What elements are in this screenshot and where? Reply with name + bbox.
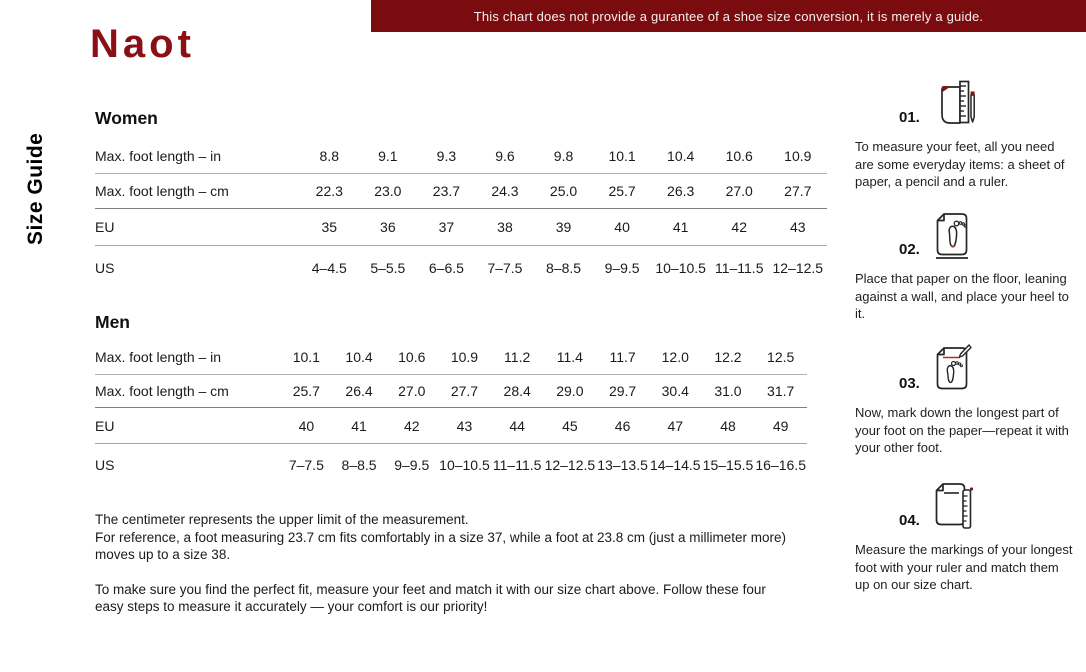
size-value-cell: 25.7: [292, 383, 320, 399]
row-label: Max. foot length – in: [95, 349, 222, 365]
size-value-cell: 9.6: [495, 147, 515, 164]
size-value-cell: 10.9: [784, 147, 812, 164]
size-value-cell: 15–15.5: [702, 457, 754, 473]
size-value-cell: 29.7: [608, 383, 637, 399]
size-value-cell: 7–7.5: [288, 457, 324, 473]
step-2-text: Place that paper on the floor, leaning against a wall, and place your heel to it.: [855, 271, 1069, 321]
size-value-cell: 30.4: [661, 383, 689, 399]
size-value-cell: 11–11.5: [492, 457, 542, 473]
size-value-cell: 8–8.5: [341, 457, 377, 473]
row-label: Max. foot length – in: [95, 147, 222, 164]
step-1-text: To measure your feet, all you need are some everyday items: a sheet of paper, a pencil and a ruler.: [855, 139, 1065, 189]
size-value-cell: 10.1: [292, 349, 320, 365]
size-value-cell: 8–8.5: [546, 260, 582, 276]
row-values: [300, 260, 827, 276]
note-fit-instructions: To make sure you find the perfect fit, measure your feet and match it with our size chart above. Follow these four easy steps to measure it accurately — your comfort is our priority!: [95, 581, 766, 614]
table-row-men-inches: [95, 340, 807, 375]
disclaimer-text: This chart does not provide a gurantee of a shoe size conversion, it is merely a guide.: [473, 8, 984, 24]
size-value-cell: 45: [562, 417, 578, 434]
size-value-cell: 11.2: [504, 349, 531, 365]
size-value-cell: 43: [456, 417, 473, 434]
step-2: [855, 207, 1079, 323]
disclaimer-banner: [371, 0, 1086, 32]
paper-footprint-pencil-icon: [927, 341, 981, 395]
size-value-cell: 48: [720, 417, 736, 434]
size-value-cell: 9–9.5: [394, 457, 430, 473]
size-value-cell: 16–16.5: [755, 457, 806, 473]
table-row-men-eu: [95, 408, 807, 444]
size-value-cell: 22.3: [315, 183, 343, 199]
size-value-cell: 10–10.5: [655, 260, 706, 276]
row-label: Max. foot length – cm: [95, 383, 229, 399]
step-1-number: 01.: [899, 109, 920, 126]
size-value-cell: 12–12.5: [544, 457, 596, 473]
size-value-cell: 23.0: [374, 183, 402, 199]
size-value-cell: 10–10.5: [439, 457, 490, 473]
size-value-cell: 5–5.5: [370, 260, 406, 276]
size-value-cell: 42: [731, 219, 747, 235]
note-line-1: The centimeter represents the upper limit of the measurement.: [95, 512, 469, 527]
page-title: Size Guide: [24, 132, 47, 245]
step-3-number: 03.: [899, 375, 920, 392]
size-value-cell: 35: [321, 219, 338, 235]
table-row-men-us: [95, 444, 807, 486]
table-row-women-us: [95, 246, 827, 290]
size-value-cell: 10.6: [398, 349, 426, 365]
footnotes: [95, 511, 795, 616]
size-value-cell: 38: [497, 219, 513, 235]
size-value-cell: 26.3: [667, 183, 695, 199]
size-value-cell: 12.0: [661, 349, 689, 365]
size-value-cell: 6–6.5: [428, 260, 464, 276]
paper-footprint-icon: [927, 209, 979, 261]
size-value-cell: 9–9.5: [604, 260, 640, 276]
size-value-cell: 41: [351, 417, 367, 434]
row-label: Max. foot length – cm: [95, 183, 229, 199]
size-value-cell: 29.0: [556, 383, 584, 399]
table-row-women-inches: [95, 138, 827, 174]
paper-ruler-pencil-icon: [927, 77, 979, 129]
row-values: [300, 148, 827, 164]
size-value-cell: 36: [380, 219, 396, 235]
naot-logo: Naot: [90, 22, 195, 66]
size-value-cell: 11–11.5: [714, 260, 764, 276]
note-measurement: [95, 511, 795, 564]
note-line-2: For reference, a foot measuring 23.7 cm fits comfortably in a size 37, while a foot at 23.8 cm (just a millimeter more) moves up to a size 38.: [95, 529, 787, 562]
size-value-cell: 11.4: [556, 349, 583, 365]
paper-ruler-icon: [927, 480, 979, 532]
size-value-cell: 13–13.5: [597, 457, 648, 473]
step-3-text: Now, mark down the longest part of your foot on the paper—repeat it with your other foot.: [855, 405, 1069, 455]
row-label: US: [95, 457, 115, 473]
size-value-cell: 31.7: [767, 383, 795, 399]
table-row-men-cm: [95, 375, 807, 408]
row-values: [280, 383, 807, 399]
size-value-cell: 10.9: [450, 349, 479, 365]
size-value-cell: 24.3: [491, 183, 519, 199]
size-value-cell: 31.0: [714, 383, 742, 399]
row-label: EU: [95, 219, 115, 235]
size-value-cell: 42: [403, 417, 420, 434]
size-value-cell: 41: [672, 219, 689, 235]
size-value-cell: 9.1: [378, 147, 398, 164]
size-value-cell: 27.7: [784, 183, 812, 199]
row-values: [280, 457, 807, 473]
size-value-cell: 12.2: [714, 349, 742, 365]
size-value-cell: 8.8: [319, 147, 340, 164]
size-value-cell: 27.0: [725, 183, 753, 199]
size-value-cell: 37: [438, 219, 455, 235]
size-value-cell: 10.1: [608, 147, 636, 164]
table-row-women-cm: [95, 174, 827, 209]
size-value-cell: 28.4: [503, 383, 531, 399]
size-value-cell: 9.3: [436, 147, 457, 164]
size-value-cell: 10.6: [725, 147, 753, 164]
step-1: [855, 75, 1079, 191]
step-2-number: 02.: [899, 241, 920, 258]
size-value-cell: 27.0: [398, 383, 426, 399]
row-values: [300, 219, 827, 235]
size-value-cell: 40: [614, 219, 630, 235]
size-value-cell: 27.7: [450, 383, 479, 399]
men-size-table: [95, 340, 807, 486]
table-row-women-eu: [95, 209, 827, 246]
size-value-cell: 11.7: [609, 349, 636, 365]
size-value-cell: 47: [667, 417, 684, 434]
size-value-cell: 9.8: [553, 147, 574, 164]
step-4-text: Measure the markings of your longest foot with your ruler and match them up on our size chart.: [855, 542, 1073, 592]
step-4-head: [899, 478, 1079, 532]
size-value-cell: 43: [789, 219, 806, 235]
size-value-cell: 39: [555, 219, 572, 235]
step-2-head: [899, 207, 1079, 261]
row-label: US: [95, 260, 115, 276]
size-value-cell: 23.7: [432, 183, 461, 199]
size-value-cell: 49: [772, 417, 789, 434]
size-value-cell: 12.5: [767, 349, 795, 365]
size-value-cell: 7–7.5: [487, 260, 523, 276]
size-value-cell: 25.7: [608, 183, 636, 199]
step-4: [855, 478, 1079, 594]
size-value-cell: 4–4.5: [311, 260, 347, 276]
step-4-number: 04.: [899, 512, 920, 529]
row-values: [300, 183, 827, 199]
step-3-head: [899, 341, 1079, 395]
size-value-cell: 25.0: [549, 183, 578, 199]
size-value-cell: 46: [614, 417, 631, 434]
step-3: [855, 341, 1079, 457]
size-value-cell: 26.4: [345, 383, 373, 399]
size-value-cell: 14–14.5: [649, 457, 701, 473]
women-size-table: [95, 138, 827, 290]
size-value-cell: 44: [509, 417, 525, 434]
size-value-cell: 10.4: [345, 349, 373, 365]
women-section-title: Women: [95, 108, 158, 128]
size-value-cell: 12–12.5: [772, 260, 824, 276]
row-label: EU: [95, 417, 115, 434]
step-1-head: [899, 75, 1079, 129]
size-value-cell: 40: [298, 417, 315, 434]
row-values: [280, 349, 807, 365]
size-value-cell: 10.4: [667, 147, 695, 164]
row-values: [280, 418, 807, 434]
men-section-title: Men: [95, 312, 130, 332]
